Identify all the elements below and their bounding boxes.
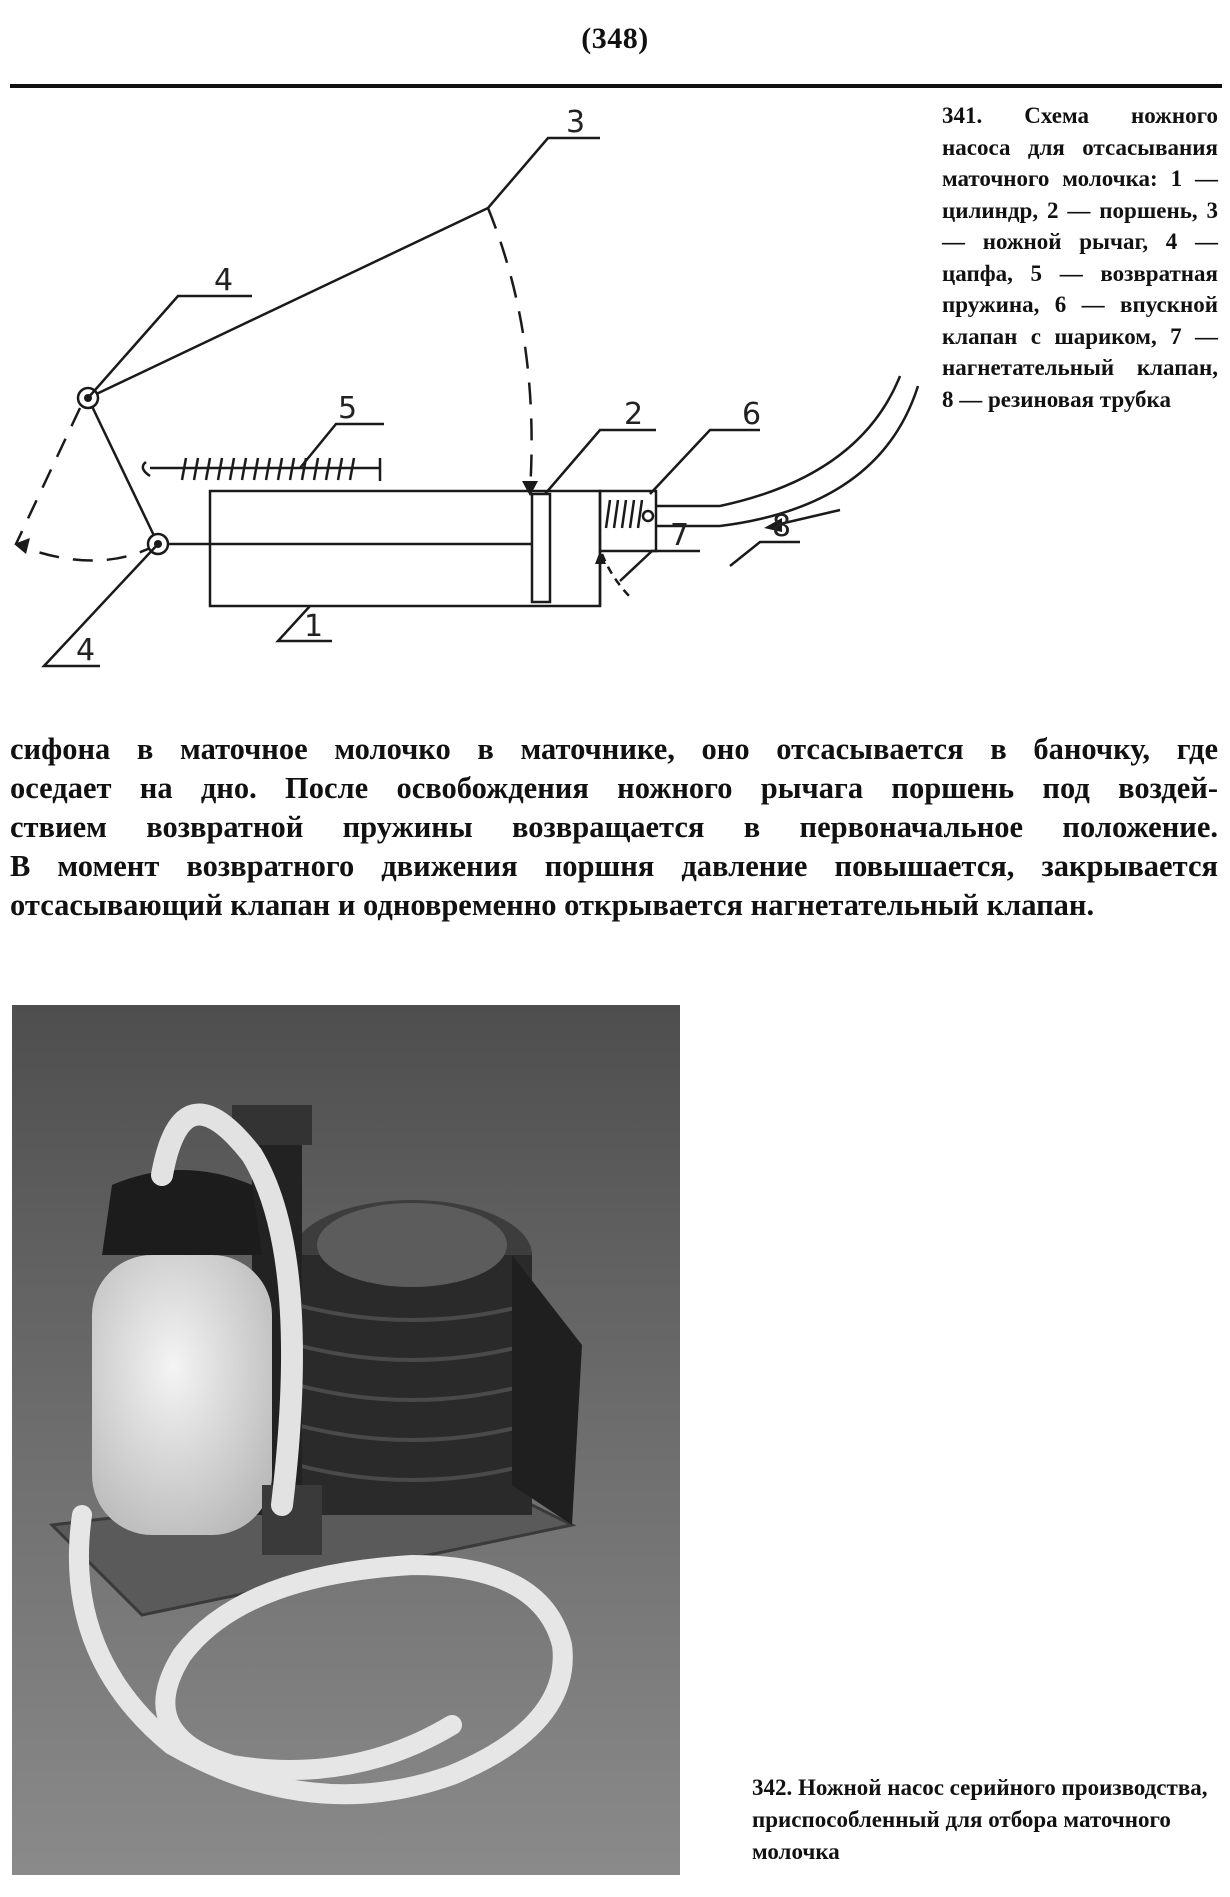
label-1: 1 xyxy=(304,609,324,644)
label-4-upper: 4 xyxy=(214,263,234,298)
leader-3 xyxy=(488,138,600,208)
piston xyxy=(532,494,550,602)
header-rule xyxy=(10,84,1222,88)
label-2: 2 xyxy=(624,397,644,432)
body-line: ствием возвратной пружины возвращается в первоначальное положение. xyxy=(10,810,1218,844)
label-3: 3 xyxy=(566,105,586,140)
return-spring xyxy=(182,458,354,480)
label-6: 6 xyxy=(742,397,762,432)
foot-lever xyxy=(88,208,488,398)
pump-body xyxy=(292,1255,532,1515)
foot-pump-photo-drawing xyxy=(12,1005,680,1875)
discharge-valve xyxy=(602,554,632,599)
connecting-link xyxy=(88,398,158,544)
rubber-tube-upper xyxy=(720,376,900,506)
body-paragraph xyxy=(10,730,1218,925)
figure-342-caption: 342. Ножной насос серийного производства, приспособленный для отбора маточного молочка xyxy=(752,1775,1208,1864)
link-swing-path xyxy=(16,408,80,544)
body-line: сифона в маточное молочко в маточнике, оно отсасывается в баночку, где xyxy=(10,732,1218,766)
label-4-lower: 4 xyxy=(76,633,96,668)
foot-pump-photo xyxy=(12,1005,680,1875)
pump-schematic-drawing xyxy=(0,96,920,696)
label-5: 5 xyxy=(338,391,358,426)
inlet-valve-spring xyxy=(606,500,642,528)
leader-4b xyxy=(44,544,158,666)
figure-341-caption: 341. Схема ножного насоса для отсасывания маточного молочка: 1 — цилиндр, 2 — поршень, 3 — ножной рычаг, 4 — цапфа, 5 — возвратная пружина, 6 — впускной клапан с шариком, 7 — нагнетательный клапан, 8 — резиновая трубка xyxy=(942,103,1218,412)
leader-2 xyxy=(545,430,656,494)
valve-ball xyxy=(643,511,653,521)
bottle xyxy=(92,1255,272,1535)
bottle-cap xyxy=(102,1170,262,1255)
spring-hook xyxy=(143,462,150,476)
label-8: 8 xyxy=(772,509,792,544)
leader-4a xyxy=(88,296,252,398)
page-number: (348) xyxy=(581,22,649,55)
pump-schematic-figure xyxy=(0,96,920,696)
leader-6 xyxy=(650,430,760,494)
label-7: 7 xyxy=(670,518,690,553)
pump-lid xyxy=(317,1203,507,1287)
lever-swing-arc xyxy=(488,208,532,491)
body-line: В момент возвратного движения поршня давление повышается, закрывается xyxy=(10,849,1218,883)
leader-8 xyxy=(730,542,800,566)
body-line: оседает на дно. После освобождения ножного рычага поршень под воздей- xyxy=(10,771,1218,805)
leader-7 xyxy=(620,551,700,581)
body-line: отсасывающий клапан и одновременно открывается нагнетательный клапан. xyxy=(10,888,1095,922)
